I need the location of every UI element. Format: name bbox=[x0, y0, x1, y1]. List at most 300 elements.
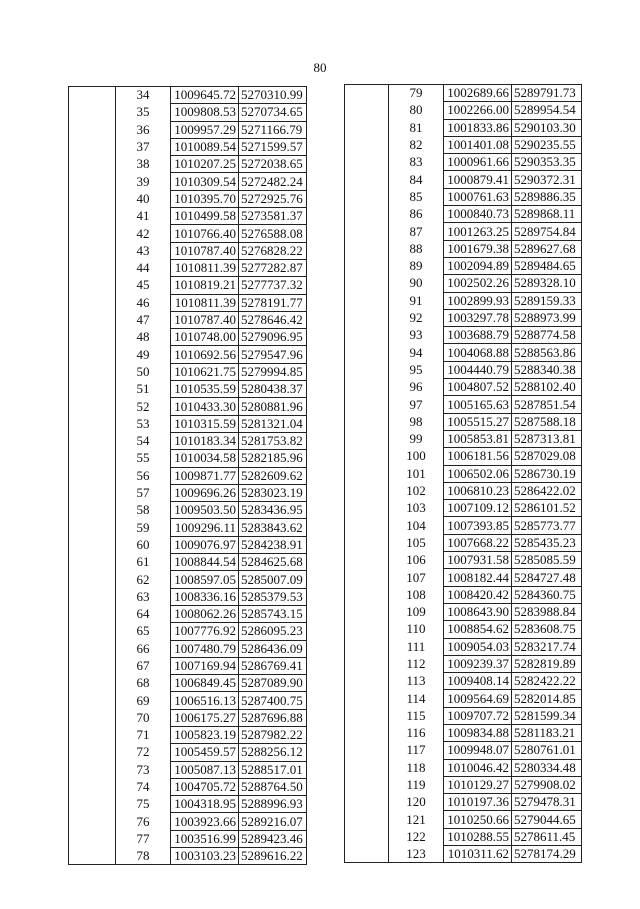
y-coordinate-cell: 5289886.35 bbox=[512, 188, 582, 205]
y-coordinate-cell: 5284238.91 bbox=[239, 536, 307, 553]
x-coordinate-cell: 1010748.00 bbox=[171, 329, 239, 346]
empty-cell bbox=[69, 415, 116, 432]
empty-cell bbox=[69, 225, 116, 242]
table-row bbox=[345, 707, 582, 724]
x-coordinate-cell: 1010129.27 bbox=[444, 776, 512, 793]
point-number-cell: 61 bbox=[116, 554, 171, 571]
y-coordinate-cell: 5286101.52 bbox=[512, 500, 582, 517]
y-coordinate-cell: 5279044.65 bbox=[512, 811, 582, 828]
empty-cell bbox=[69, 640, 116, 657]
point-number-cell: 88 bbox=[389, 240, 444, 257]
empty-cell bbox=[345, 430, 389, 447]
y-coordinate-cell: 5287982.22 bbox=[239, 726, 307, 743]
x-coordinate-cell: 1000961.66 bbox=[444, 154, 512, 171]
table-row bbox=[345, 552, 582, 569]
table-row bbox=[345, 811, 582, 828]
point-number-cell: 109 bbox=[389, 603, 444, 620]
empty-cell bbox=[345, 240, 389, 257]
x-coordinate-cell: 1002094.89 bbox=[444, 257, 512, 274]
table-row bbox=[69, 536, 307, 553]
table-row bbox=[345, 223, 582, 240]
y-coordinate-cell: 5289484.65 bbox=[512, 257, 582, 274]
empty-cell bbox=[69, 87, 116, 104]
point-number-cell: 50 bbox=[116, 363, 171, 380]
empty-cell bbox=[345, 344, 389, 361]
y-coordinate-cell: 5287089.90 bbox=[239, 675, 307, 692]
point-number-cell: 118 bbox=[389, 759, 444, 776]
empty-cell bbox=[69, 536, 116, 553]
y-coordinate-cell: 5285743.15 bbox=[239, 605, 307, 622]
empty-cell bbox=[69, 381, 116, 398]
empty-cell bbox=[69, 675, 116, 692]
point-number-cell: 85 bbox=[389, 188, 444, 205]
y-coordinate-cell: 5280881.96 bbox=[239, 398, 307, 415]
empty-cell bbox=[345, 309, 389, 326]
table-row bbox=[345, 344, 582, 361]
point-number-cell: 53 bbox=[116, 415, 171, 432]
table-row bbox=[345, 586, 582, 603]
table-row bbox=[345, 309, 582, 326]
x-coordinate-cell: 1003923.66 bbox=[171, 813, 239, 830]
point-number-cell: 95 bbox=[389, 361, 444, 378]
point-number-cell: 48 bbox=[116, 329, 171, 346]
empty-cell bbox=[345, 742, 389, 759]
x-coordinate-cell: 1010535.59 bbox=[171, 381, 239, 398]
y-coordinate-cell: 5281753.82 bbox=[239, 432, 307, 449]
table-row bbox=[69, 588, 307, 605]
empty-cell bbox=[69, 277, 116, 294]
x-coordinate-cell: 1006849.45 bbox=[171, 675, 239, 692]
y-coordinate-cell: 5272038.65 bbox=[239, 156, 307, 173]
x-coordinate-cell: 1010787.40 bbox=[171, 311, 239, 328]
table-row bbox=[345, 171, 582, 188]
point-number-cell: 119 bbox=[389, 776, 444, 793]
x-coordinate-cell: 1001679.38 bbox=[444, 240, 512, 257]
empty-cell bbox=[345, 171, 389, 188]
point-number-cell: 81 bbox=[389, 119, 444, 136]
x-coordinate-cell: 1005087.13 bbox=[171, 761, 239, 778]
table-row bbox=[345, 361, 582, 378]
y-coordinate-cell: 5287588.18 bbox=[512, 413, 582, 430]
table-row bbox=[69, 242, 307, 259]
y-coordinate-cell: 5285435.23 bbox=[512, 534, 582, 551]
empty-cell bbox=[69, 467, 116, 484]
table-row bbox=[69, 156, 307, 173]
point-number-cell: 42 bbox=[116, 225, 171, 242]
table-row bbox=[69, 623, 307, 640]
x-coordinate-cell: 1007169.94 bbox=[171, 657, 239, 674]
point-number-cell: 52 bbox=[116, 398, 171, 415]
empty-cell bbox=[345, 534, 389, 551]
table-row bbox=[345, 430, 582, 447]
empty-cell bbox=[345, 517, 389, 534]
x-coordinate-cell: 1007393.85 bbox=[444, 517, 512, 534]
y-coordinate-cell: 5287400.75 bbox=[239, 692, 307, 709]
table-row bbox=[345, 465, 582, 482]
empty-cell bbox=[345, 638, 389, 655]
empty-cell bbox=[345, 361, 389, 378]
table-row bbox=[345, 482, 582, 499]
table-row bbox=[69, 709, 307, 726]
empty-cell bbox=[69, 242, 116, 259]
point-number-cell: 92 bbox=[389, 309, 444, 326]
point-number-cell: 107 bbox=[389, 569, 444, 586]
empty-cell bbox=[69, 796, 116, 813]
table-row bbox=[69, 726, 307, 743]
point-number-cell: 110 bbox=[389, 621, 444, 638]
table-row bbox=[69, 259, 307, 276]
x-coordinate-cell: 1006516.13 bbox=[171, 692, 239, 709]
point-number-cell: 104 bbox=[389, 517, 444, 534]
empty-cell bbox=[345, 102, 389, 119]
table-row bbox=[345, 794, 582, 811]
empty-cell bbox=[69, 484, 116, 501]
empty-cell bbox=[69, 259, 116, 276]
table-row bbox=[345, 500, 582, 517]
empty-cell bbox=[345, 465, 389, 482]
y-coordinate-cell: 5286769.41 bbox=[239, 657, 307, 674]
point-number-cell: 101 bbox=[389, 465, 444, 482]
empty-cell bbox=[345, 690, 389, 707]
x-coordinate-cell: 1005853.81 bbox=[444, 430, 512, 447]
y-coordinate-cell: 5276588.08 bbox=[239, 225, 307, 242]
empty-cell bbox=[69, 173, 116, 190]
point-number-cell: 80 bbox=[389, 102, 444, 119]
empty-cell bbox=[69, 744, 116, 761]
y-coordinate-cell: 5280438.37 bbox=[239, 381, 307, 398]
table-row bbox=[345, 603, 582, 620]
table-row bbox=[69, 138, 307, 155]
x-coordinate-cell: 1010207.25 bbox=[171, 156, 239, 173]
empty-cell bbox=[345, 621, 389, 638]
y-coordinate-cell: 5288774.58 bbox=[512, 327, 582, 344]
x-coordinate-cell: 1009957.29 bbox=[171, 121, 239, 138]
y-coordinate-cell: 5290353.35 bbox=[512, 154, 582, 171]
x-coordinate-cell: 1010499.58 bbox=[171, 208, 239, 225]
y-coordinate-cell: 5288764.50 bbox=[239, 778, 307, 795]
empty-cell bbox=[345, 206, 389, 223]
y-coordinate-cell: 5289954.54 bbox=[512, 102, 582, 119]
empty-cell bbox=[345, 379, 389, 396]
table-row bbox=[345, 569, 582, 586]
empty-cell bbox=[69, 121, 116, 138]
x-coordinate-cell: 1008182.44 bbox=[444, 569, 512, 586]
table-row bbox=[69, 432, 307, 449]
y-coordinate-cell: 5279096.95 bbox=[239, 329, 307, 346]
empty-cell bbox=[345, 552, 389, 569]
table-row bbox=[69, 640, 307, 657]
empty-cell bbox=[345, 724, 389, 741]
table-row bbox=[69, 208, 307, 225]
x-coordinate-cell: 1010692.56 bbox=[171, 346, 239, 363]
x-coordinate-cell: 1008597.05 bbox=[171, 571, 239, 588]
point-number-cell: 83 bbox=[389, 154, 444, 171]
table-row bbox=[69, 104, 307, 121]
table-row bbox=[345, 413, 582, 430]
point-number-cell: 73 bbox=[116, 761, 171, 778]
x-coordinate-cell: 1009808.53 bbox=[171, 104, 239, 121]
empty-cell bbox=[69, 571, 116, 588]
x-coordinate-cell: 1010034.58 bbox=[171, 450, 239, 467]
point-number-cell: 122 bbox=[389, 828, 444, 845]
empty-cell bbox=[345, 223, 389, 240]
y-coordinate-cell: 5284625.68 bbox=[239, 554, 307, 571]
table-row bbox=[69, 830, 307, 847]
point-number-cell: 72 bbox=[116, 744, 171, 761]
page-number: 80 bbox=[313, 60, 327, 75]
empty-cell bbox=[69, 830, 116, 847]
empty-cell bbox=[69, 346, 116, 363]
x-coordinate-cell: 1010819.21 bbox=[171, 277, 239, 294]
empty-cell bbox=[69, 605, 116, 622]
x-coordinate-cell: 1003103.23 bbox=[171, 848, 239, 865]
point-number-cell: 114 bbox=[389, 690, 444, 707]
empty-cell bbox=[69, 450, 116, 467]
x-coordinate-cell: 1008854.62 bbox=[444, 621, 512, 638]
y-coordinate-cell: 5278611.45 bbox=[512, 828, 582, 845]
empty-cell bbox=[69, 623, 116, 640]
point-number-cell: 70 bbox=[116, 709, 171, 726]
table-row bbox=[345, 846, 582, 863]
empty-cell bbox=[69, 329, 116, 346]
empty-cell bbox=[69, 294, 116, 311]
point-number-cell: 116 bbox=[389, 724, 444, 741]
y-coordinate-cell: 5282422.22 bbox=[512, 673, 582, 690]
point-number-cell: 66 bbox=[116, 640, 171, 657]
x-coordinate-cell: 1010197.36 bbox=[444, 794, 512, 811]
y-coordinate-cell: 5288256.12 bbox=[239, 744, 307, 761]
x-coordinate-cell: 1007480.79 bbox=[171, 640, 239, 657]
y-coordinate-cell: 5282185.96 bbox=[239, 450, 307, 467]
empty-cell bbox=[69, 502, 116, 519]
point-number-cell: 106 bbox=[389, 552, 444, 569]
x-coordinate-cell: 1009834.88 bbox=[444, 724, 512, 741]
table-row bbox=[345, 85, 582, 102]
y-coordinate-cell: 5282014.85 bbox=[512, 690, 582, 707]
empty-cell bbox=[69, 311, 116, 328]
table-row bbox=[69, 190, 307, 207]
y-coordinate-cell: 5288517.01 bbox=[239, 761, 307, 778]
x-coordinate-cell: 1008420.42 bbox=[444, 586, 512, 603]
empty-cell bbox=[345, 707, 389, 724]
empty-cell bbox=[69, 363, 116, 380]
table-row bbox=[69, 173, 307, 190]
empty-cell bbox=[345, 136, 389, 153]
x-coordinate-cell: 1006810.23 bbox=[444, 482, 512, 499]
x-coordinate-cell: 1008844.54 bbox=[171, 554, 239, 571]
point-number-cell: 46 bbox=[116, 294, 171, 311]
point-number-cell: 45 bbox=[116, 277, 171, 294]
x-coordinate-cell: 1005165.63 bbox=[444, 396, 512, 413]
table-row bbox=[69, 346, 307, 363]
y-coordinate-cell: 5285085.59 bbox=[512, 552, 582, 569]
x-coordinate-cell: 1006175.27 bbox=[171, 709, 239, 726]
x-coordinate-cell: 1000761.63 bbox=[444, 188, 512, 205]
y-coordinate-cell: 5279908.02 bbox=[512, 776, 582, 793]
empty-cell bbox=[345, 327, 389, 344]
table-row bbox=[345, 379, 582, 396]
table-row bbox=[345, 534, 582, 551]
x-coordinate-cell: 1009871.77 bbox=[171, 467, 239, 484]
table-row bbox=[345, 724, 582, 741]
empty-cell bbox=[69, 519, 116, 536]
empty-cell bbox=[345, 759, 389, 776]
empty-cell bbox=[345, 828, 389, 845]
point-number-cell: 100 bbox=[389, 448, 444, 465]
y-coordinate-cell: 5290103.30 bbox=[512, 119, 582, 136]
empty-cell bbox=[345, 500, 389, 517]
point-number-cell: 76 bbox=[116, 813, 171, 830]
y-coordinate-cell: 5283608.75 bbox=[512, 621, 582, 638]
x-coordinate-cell: 1010046.42 bbox=[444, 759, 512, 776]
point-number-cell: 44 bbox=[116, 259, 171, 276]
x-coordinate-cell: 1001263.25 bbox=[444, 223, 512, 240]
y-coordinate-cell: 5287313.81 bbox=[512, 430, 582, 447]
y-coordinate-cell: 5289791.73 bbox=[512, 85, 582, 102]
empty-cell bbox=[345, 776, 389, 793]
x-coordinate-cell: 1000840.73 bbox=[444, 206, 512, 223]
empty-cell bbox=[69, 588, 116, 605]
x-coordinate-cell: 1010766.40 bbox=[171, 225, 239, 242]
point-number-cell: 60 bbox=[116, 536, 171, 553]
x-coordinate-cell: 1010811.39 bbox=[171, 294, 239, 311]
empty-cell bbox=[69, 761, 116, 778]
point-number-cell: 34 bbox=[116, 87, 171, 104]
x-coordinate-cell: 1010433.30 bbox=[171, 398, 239, 415]
x-coordinate-cell: 1001401.08 bbox=[444, 136, 512, 153]
table-row bbox=[345, 776, 582, 793]
table-row bbox=[345, 154, 582, 171]
table-row bbox=[69, 277, 307, 294]
table-row bbox=[69, 311, 307, 328]
y-coordinate-cell: 5285379.53 bbox=[239, 588, 307, 605]
x-coordinate-cell: 1010315.59 bbox=[171, 415, 239, 432]
point-number-cell: 65 bbox=[116, 623, 171, 640]
point-number-cell: 67 bbox=[116, 657, 171, 674]
table-row bbox=[345, 292, 582, 309]
point-number-cell: 86 bbox=[389, 206, 444, 223]
point-number-cell: 49 bbox=[116, 346, 171, 363]
x-coordinate-cell: 1000879.41 bbox=[444, 171, 512, 188]
point-number-cell: 69 bbox=[116, 692, 171, 709]
empty-cell bbox=[345, 188, 389, 205]
point-number-cell: 123 bbox=[389, 846, 444, 863]
x-coordinate-cell: 1003297.78 bbox=[444, 309, 512, 326]
y-coordinate-cell: 5279547.96 bbox=[239, 346, 307, 363]
x-coordinate-cell: 1004807.52 bbox=[444, 379, 512, 396]
point-number-cell: 37 bbox=[116, 138, 171, 155]
empty-cell bbox=[345, 275, 389, 292]
table-row bbox=[69, 415, 307, 432]
x-coordinate-cell: 1009707.72 bbox=[444, 707, 512, 724]
x-coordinate-cell: 1010311.62 bbox=[444, 846, 512, 863]
table-row bbox=[69, 692, 307, 709]
point-number-cell: 97 bbox=[389, 396, 444, 413]
point-number-cell: 121 bbox=[389, 811, 444, 828]
x-coordinate-cell: 1002899.93 bbox=[444, 292, 512, 309]
x-coordinate-cell: 1010250.66 bbox=[444, 811, 512, 828]
point-number-cell: 108 bbox=[389, 586, 444, 603]
y-coordinate-cell: 5287029.08 bbox=[512, 448, 582, 465]
empty-cell bbox=[345, 292, 389, 309]
point-number-cell: 43 bbox=[116, 242, 171, 259]
table-row bbox=[69, 519, 307, 536]
x-coordinate-cell: 1006181.56 bbox=[444, 448, 512, 465]
y-coordinate-cell: 5289216.07 bbox=[239, 813, 307, 830]
point-number-cell: 64 bbox=[116, 605, 171, 622]
table-row bbox=[69, 761, 307, 778]
point-number-cell: 59 bbox=[116, 519, 171, 536]
x-coordinate-cell: 1009503.50 bbox=[171, 502, 239, 519]
table-row bbox=[345, 673, 582, 690]
point-number-cell: 91 bbox=[389, 292, 444, 309]
point-number-cell: 94 bbox=[389, 344, 444, 361]
x-coordinate-cell: 1009296.11 bbox=[171, 519, 239, 536]
y-coordinate-cell: 5271599.57 bbox=[239, 138, 307, 155]
x-coordinate-cell: 1009948.07 bbox=[444, 742, 512, 759]
empty-cell bbox=[69, 692, 116, 709]
empty-cell bbox=[345, 448, 389, 465]
table-row bbox=[345, 517, 582, 534]
empty-cell bbox=[69, 554, 116, 571]
point-number-cell: 98 bbox=[389, 413, 444, 430]
table-row bbox=[345, 240, 582, 257]
empty-cell bbox=[69, 813, 116, 830]
y-coordinate-cell: 5290235.55 bbox=[512, 136, 582, 153]
x-coordinate-cell: 1010811.39 bbox=[171, 259, 239, 276]
empty-cell bbox=[345, 482, 389, 499]
y-coordinate-cell: 5281321.04 bbox=[239, 415, 307, 432]
x-coordinate-cell: 1010288.55 bbox=[444, 828, 512, 845]
y-coordinate-cell: 5282819.89 bbox=[512, 655, 582, 672]
point-number-cell: 112 bbox=[389, 655, 444, 672]
x-coordinate-cell: 1009239.37 bbox=[444, 655, 512, 672]
table-row bbox=[69, 450, 307, 467]
table-row bbox=[345, 448, 582, 465]
y-coordinate-cell: 5272482.24 bbox=[239, 173, 307, 190]
point-number-cell: 79 bbox=[389, 85, 444, 102]
y-coordinate-cell: 5282609.62 bbox=[239, 467, 307, 484]
table-row bbox=[69, 381, 307, 398]
empty-cell bbox=[69, 138, 116, 155]
table-row bbox=[345, 742, 582, 759]
y-coordinate-cell: 5273581.37 bbox=[239, 208, 307, 225]
point-number-cell: 74 bbox=[116, 778, 171, 795]
empty-cell bbox=[345, 846, 389, 863]
point-number-cell: 36 bbox=[116, 121, 171, 138]
empty-cell bbox=[345, 119, 389, 136]
point-number-cell: 120 bbox=[389, 794, 444, 811]
y-coordinate-cell: 5281183.21 bbox=[512, 724, 582, 741]
point-number-cell: 96 bbox=[389, 379, 444, 396]
x-coordinate-cell: 1009564.69 bbox=[444, 690, 512, 707]
y-coordinate-cell: 5278646.42 bbox=[239, 311, 307, 328]
y-coordinate-cell: 5288340.38 bbox=[512, 361, 582, 378]
x-coordinate-cell: 1004705.72 bbox=[171, 778, 239, 795]
point-number-cell: 113 bbox=[389, 673, 444, 690]
coordinate-table-left bbox=[68, 86, 307, 865]
x-coordinate-cell: 1002266.00 bbox=[444, 102, 512, 119]
point-number-cell: 63 bbox=[116, 588, 171, 605]
y-coordinate-cell: 5279478.31 bbox=[512, 794, 582, 811]
table-row bbox=[69, 657, 307, 674]
empty-cell bbox=[345, 655, 389, 672]
y-coordinate-cell: 5280334.48 bbox=[512, 759, 582, 776]
y-coordinate-cell: 5288973.99 bbox=[512, 309, 582, 326]
table-row bbox=[69, 502, 307, 519]
table-row bbox=[345, 188, 582, 205]
empty-cell bbox=[69, 657, 116, 674]
